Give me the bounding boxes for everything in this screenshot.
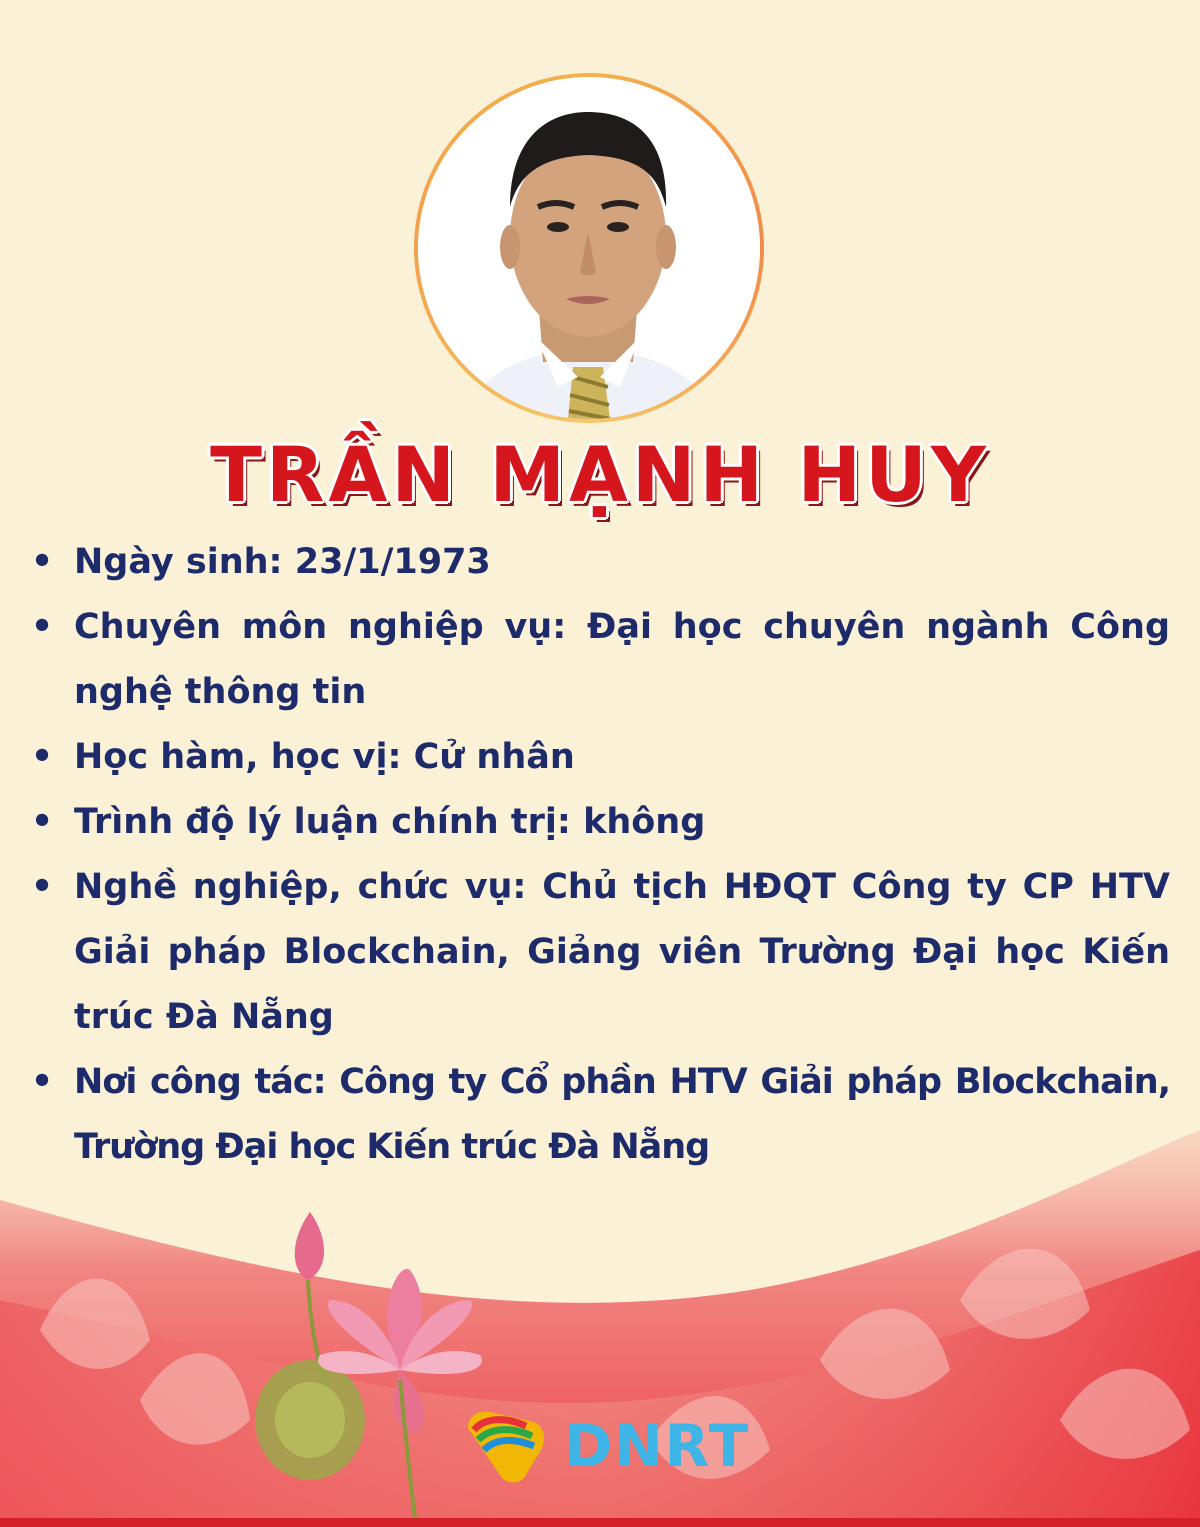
portrait-photo <box>418 77 760 419</box>
info-item-occupation <box>30 855 1170 1050</box>
bullet-icon: • <box>30 607 54 647</box>
person-name: TRẦN MẠNH HUY <box>210 430 990 519</box>
dnrt-logo-icon <box>464 1408 548 1484</box>
info-text: Học hàm, học vị: Cử nhân <box>74 737 575 777</box>
bullet-icon: • <box>30 867 54 907</box>
info-item-degree <box>30 725 1170 790</box>
dnrt-logo-text: DNRT <box>564 1412 751 1480</box>
info-text: Chuyên môn nghiệp vụ: Đại học chuyên ngành Công nghệ thông tin <box>74 607 1170 712</box>
bullet-icon: • <box>30 802 54 842</box>
info-list <box>30 530 1170 1180</box>
bullet-icon: • <box>30 1062 54 1102</box>
info-text: Nơi công tác: Công ty Cổ phần HTV Giải pháp Blockchain, Trường Đại học Kiến trúc Đà Nẵng <box>74 1062 1170 1167</box>
bullet-icon: • <box>30 542 54 582</box>
info-item-political-theory <box>30 790 1170 855</box>
info-text: Trình độ lý luận chính trị: không <box>74 802 706 842</box>
dnrt-logo <box>464 1408 751 1484</box>
info-item-workplace <box>30 1050 1170 1180</box>
info-item-specialty <box>30 595 1170 725</box>
info-item-birthdate <box>30 530 1170 595</box>
info-text: Ngày sinh: 23/1/1973 <box>74 542 491 582</box>
info-text: Nghề nghiệp, chức vụ: Chủ tịch HĐQT Công ty CP HTV Giải pháp Blockchain, Giảng viên Trường Đại học Kiến trúc Đà Nẵng <box>74 867 1170 1037</box>
bullet-icon: • <box>30 737 54 777</box>
